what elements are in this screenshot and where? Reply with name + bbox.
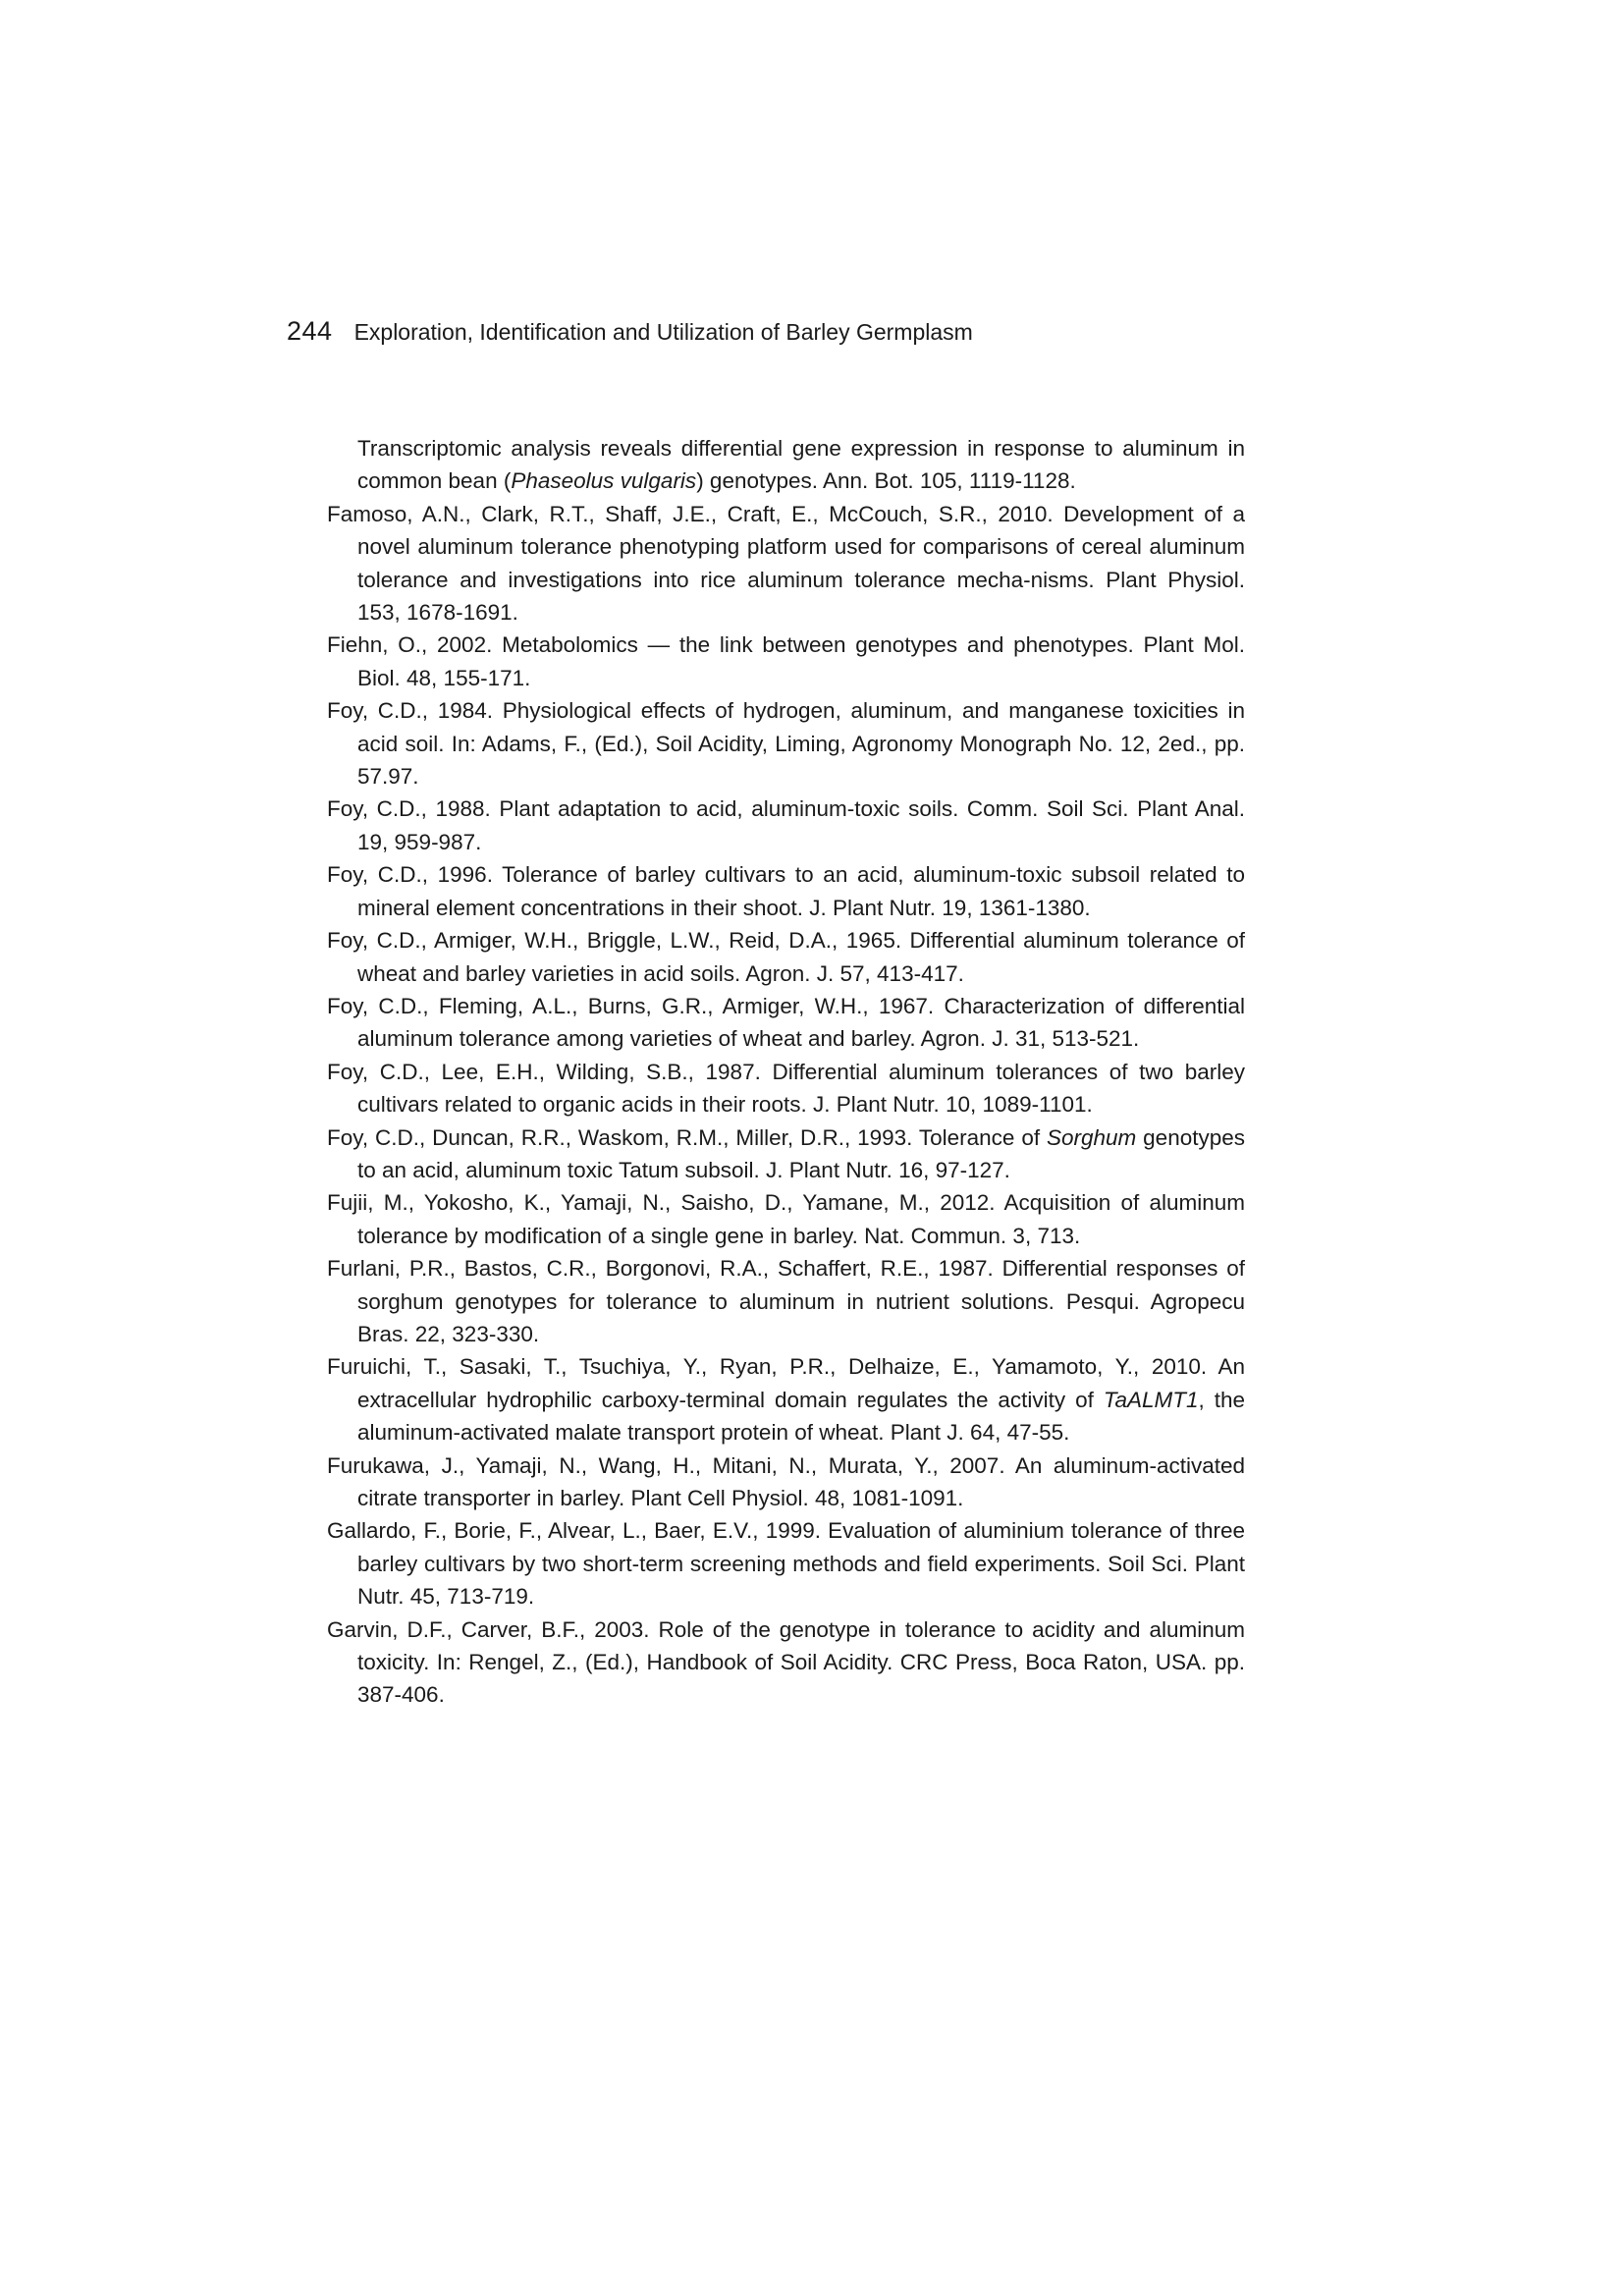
reference-entry: Foy, C.D., Armiger, W.H., Briggle, L.W., Reid, D.A., 1965. Differential aluminum tolerance of wheat and barley varieties in acid soils. Agron. J. 57, 413-417. bbox=[327, 928, 1245, 986]
reference-list bbox=[327, 432, 1245, 1712]
reference-entry: Furuichi, T., Sasaki, T., Tsuchiya, Y., Ryan, P.R., Delhaize, E., Yamamoto, Y., 2010. An extracellular hydrophilic carboxy-terminal domain regulates the activity of TaALMT1, the aluminum-activated malate transport protein of wheat. Plant J. 64, 47-55. bbox=[327, 1354, 1246, 1446]
reference-entry: Foy, C.D., 1988. Plant adaptation to acid, aluminum-toxic soils. Comm. Soil Sci. Plant Anal. 19, 959-987. bbox=[327, 796, 1245, 854]
reference-entry: Foy, C.D., Duncan, R.R., Waskom, R.M., Miller, D.R., 1993. Tolerance of Sorghum genotypes to an acid, aluminum toxic Tatum subsoil. J. Plant Nutr. 16, 97-127. bbox=[327, 1124, 1245, 1182]
reference-entry: Foy, C.D., 1984. Physiological effects of hydrogen, aluminum, and manganese toxicities in acid soil. In: Adams, F., (Ed.), Soil Acidity, Liming, Agronomy Monograph No. 12, 2ed., pp. 57.97. bbox=[327, 698, 1245, 790]
reference-entry: Foy, C.D., Fleming, A.L., Burns, G.R., Armiger, W.H., 1967. Characterization of differential aluminum tolerance among varieties of wheat and barley. Agron. J. 31, 513-521. bbox=[327, 993, 1245, 1052]
reference-entry: Furukawa, J., Yamaji, N., Wang, H., Mitani, N., Murata, Y., 2007. An aluminum-activated citrate transporter in barley. Plant Cell Physiol. 48, 1081-1091. bbox=[327, 1452, 1245, 1510]
reference-entry: Gallardo, F., Borie, F., Alvear, L., Baer, E.V., 1999. Evaluation of aluminium tolerance of three barley cultivars by two short-term screening methods and field experiments. Soil Sci. Plant Nutr. 45, 713-719. bbox=[327, 1518, 1245, 1610]
reference-entry: Fujii, M., Yokosho, K., Yamaji, N., Saisho, D., Yamane, M., 2012. Acquisition of aluminum tolerance by modification of a single gene in barley. Nat. Commun. 3, 713. bbox=[327, 1190, 1245, 1248]
reference-entry: Garvin, D.F., Carver, B.F., 2003. Role of the genotype in tolerance to acidity and aluminum toxicity. In: Rengel, Z., (Ed.), Handbook of Soil Acidity. CRC Press, Boca Raton, USA. pp. 387-406. bbox=[327, 1616, 1245, 1708]
running-title: Exploration, Identification and Utilization of Barley Germplasm bbox=[353, 319, 973, 345]
running-header bbox=[287, 316, 973, 347]
reference-entry-continued: Transcriptomic analysis reveals differential gene expression in response to aluminum in common bean (Phaseolus vulgaris) genotypes. Ann. Bot. 105, 1119-1128. bbox=[357, 436, 1245, 494]
page-number: 244 bbox=[287, 316, 333, 346]
reference-entry: Furlani, P.R., Bastos, C.R., Borgonovi, R.A., Schaffert, R.E., 1987. Differential responses of sorghum genotypes for tolerance to aluminum in nutrient solutions. Pesqui. Agropecu Bras. 22, 323-330. bbox=[327, 1256, 1245, 1346]
reference-entry: Fiehn, O., 2002. Metabolomics — the link between genotypes and phenotypes. Plant Mol. Biol. 48, 155-171. bbox=[327, 632, 1245, 690]
reference-entry: Famoso, A.N., Clark, R.T., Shaff, J.E., Craft, E., McCouch, S.R., 2010. Development of a novel aluminum tolerance phenotyping platform used for comparisons of cereal aluminum tolerance and investigations into rice aluminum tolerance mecha-nisms. Plant Physiol. 153, 1678-1691. bbox=[327, 501, 1245, 626]
reference-entry: Foy, C.D., Lee, E.H., Wilding, S.B., 1987. Differential aluminum tolerances of two barley cultivars related to organic acids in their roots. J. Plant Nutr. 10, 1089-1101. bbox=[327, 1059, 1245, 1118]
reference-entry: Foy, C.D., 1996. Tolerance of barley cultivars to an acid, aluminum-toxic subsoil related to mineral element concentrations in their shoot. J. Plant Nutr. 19, 1361-1380. bbox=[327, 862, 1245, 920]
